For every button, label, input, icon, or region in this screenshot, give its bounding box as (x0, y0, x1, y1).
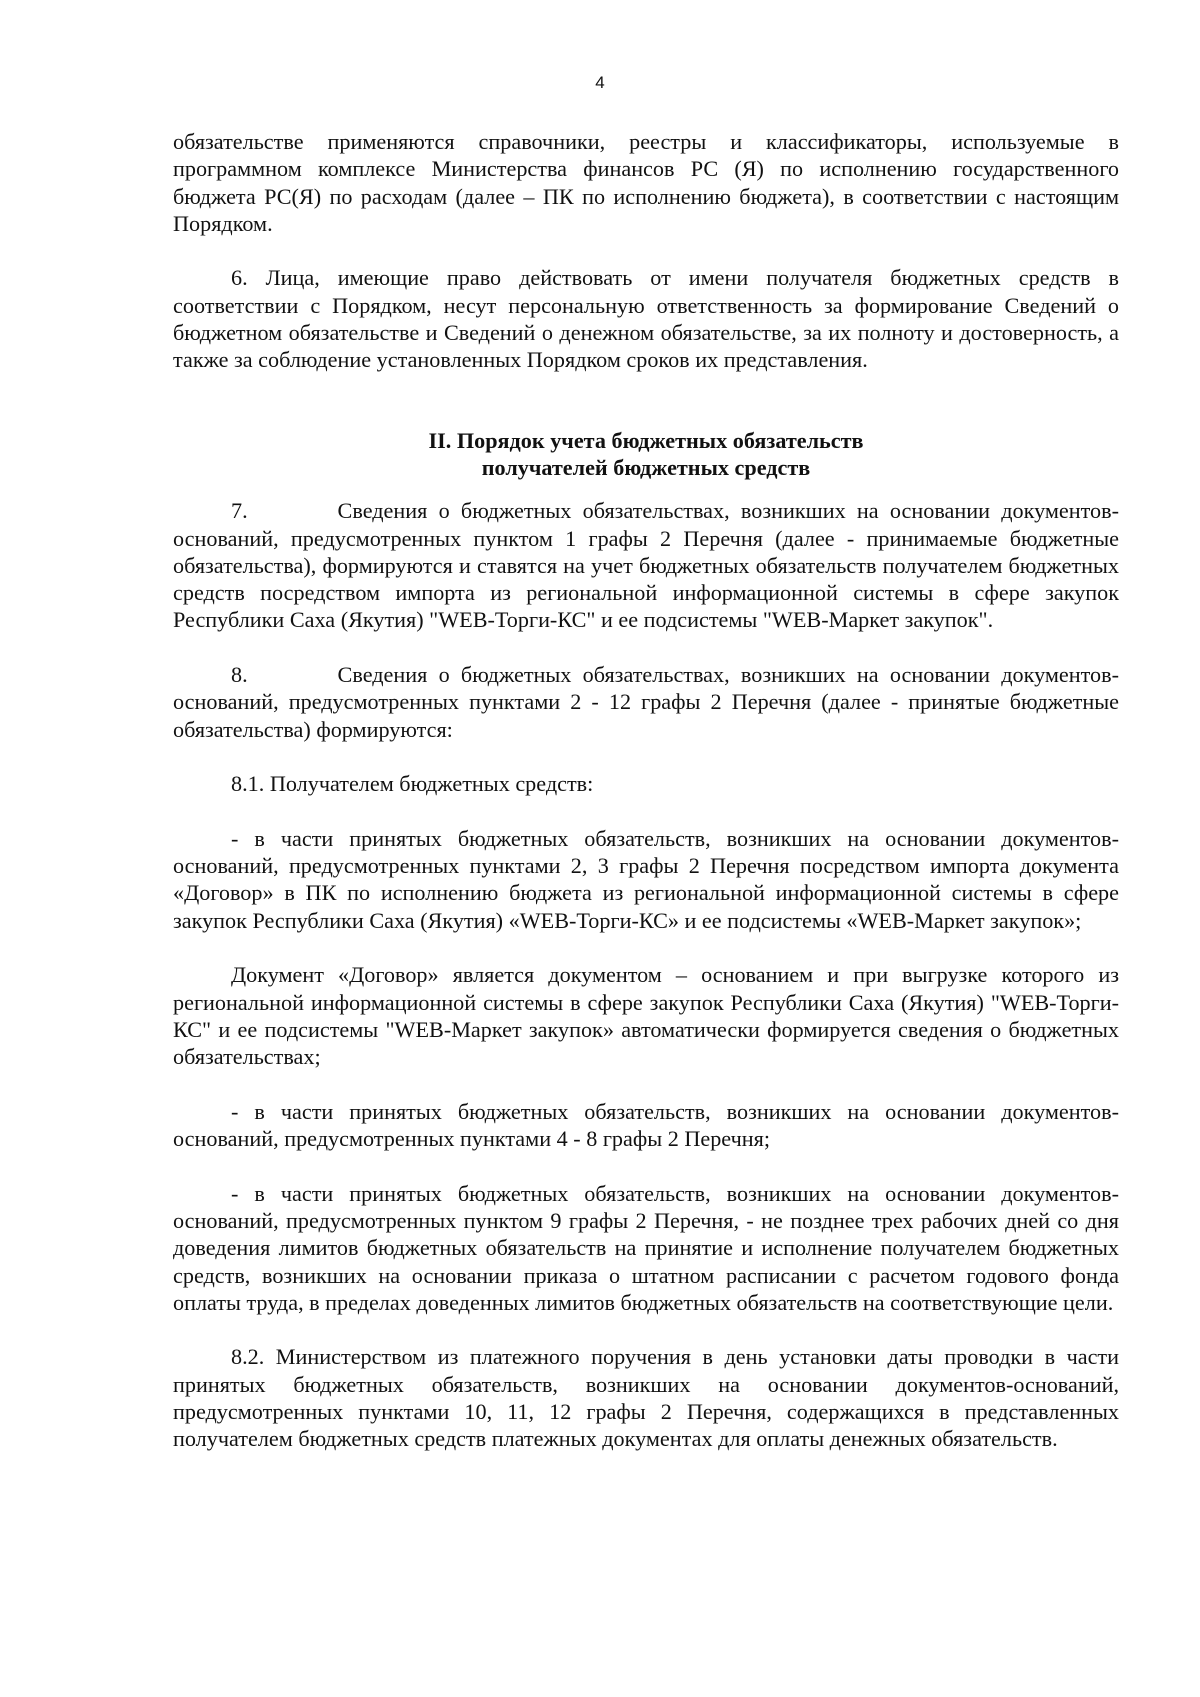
paragraph-continuation: обязательстве применяются справочники, реестры и классификаторы, используемые в программном комплексе Министерства финансов РС (Я) по исполнению государственного бюджета РС(Я) по расходам (далее – ПК по исполнению бюджета), в соответствии с настоящим Порядком. (173, 129, 1119, 236)
section-heading-line-1: II. Порядок учета бюджетных обязательств (428, 427, 864, 453)
paragraph-8-1: 8.1. Получателем бюджетных средств: (231, 771, 594, 797)
paragraph-dogovor-note: Документ «Договор» является документом – основанием и при выгрузке которого из региональной информационной системы в сфере закупок Республики Саха (Якутия) "WEB-Торги-КС" и ее подсистемы "WEB-Маркет закупок» автоматически формируется сведения о бюджетных обязательствах; (173, 962, 1119, 1070)
paragraph-8-1-item-3: - в части принятых бюджетных обязательств, возникших на основании документов-оснований, предусмотренных пунктом 9 графы 2 Перечня, - не позднее трех рабочих дней со дня доведения лимитов бюджетных обязательств на принятие и исполнение получателем бюджетных средств, возникших на основании приказа о штатном расписании с расчетом годового фонда оплаты труда, в пределах доведенных лимитов бюджетных обязательств на соответствующие цели. (173, 1180, 1119, 1315)
section-heading (173, 427, 1119, 482)
paragraph-6: 6. Лица, имеющие право действовать от имени получателя бюджетных средств в соответствии с Порядком, несут персональную ответственность за формирование Сведений о бюджетном обязательстве и Сведений о денежном обязательстве, за их полноту и достоверность, а также за соблюдение установленных Порядком сроков их представления. (173, 265, 1119, 373)
page-number: 4 (595, 73, 605, 92)
paragraph-8-2: 8.2. Министерством из платежного поручения в день установки даты проводки в части принятых бюджетных обязательств, возникших на основании документов-оснований, предусмотренных пунктами 10, 11, 12 графы 2 Перечня, содержащихся в представленных получателем бюджетных средств платежных документах для оплаты денежных обязательств. (173, 1344, 1119, 1452)
paragraph-8-1-item-1: - в части принятых бюджетных обязательств, возникших на основании документов-оснований, предусмотренных пунктами 2, 3 графы 2 Перечня посредством импорта документа «Договор» в ПК по исполнению бюджета из региональной информационной системы в сфере закупок Республики Саха (Якутия) «WEB-Торги-КС» и ее подсистемы «WEB-Маркет закупок»; (173, 825, 1119, 933)
paragraph-7: 7. Сведения о бюджетных обязательствах, возникших на основании документов-оснований, предусмотренных пунктом 1 графы 2 Перечня (далее - принимаемые бюджетные обязательства), формируются и ставятся на учет бюджетных обязательств получателем бюджетных средств посредством импорта из региональной информационной системы в сфере закупок Республики Саха (Якутия) "WEB-Торги-КС" и ее подсистемы "WEB-Маркет закупок". (173, 498, 1125, 633)
section-heading-line-2: получателей бюджетных средств (481, 454, 811, 480)
paragraph-8-1-item-2: - в части принятых бюджетных обязательств, возникших на основании документов-оснований, предусмотренных пунктами 4 - 8 графы 2 Перечня; (173, 1098, 1119, 1152)
paragraph-8: 8. Сведения о бюджетных обязательствах, возникших на основании документов-оснований, предусмотренных пунктами 2 - 12 графы 2 Перечня (далее - принятые бюджетные обязательства) формируются: (173, 662, 1125, 742)
document-body (173, 128, 1125, 1453)
